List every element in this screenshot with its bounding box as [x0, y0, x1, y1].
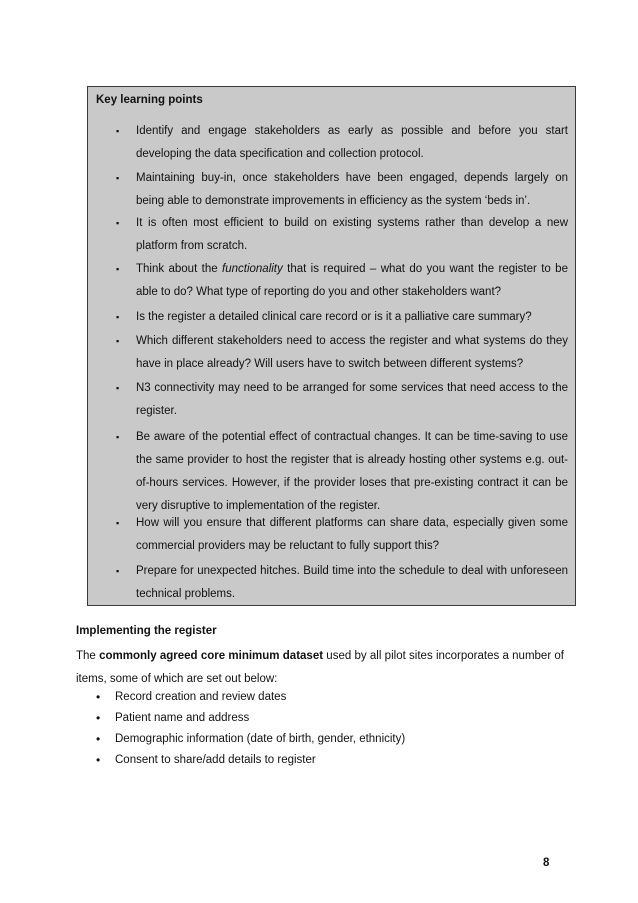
round-bullet-icon: •: [96, 753, 101, 767]
list-item: ▪ Think about the functionality that is required – what do you want the register to be able to do? What type of reporting do you and other stakeholders want?: [116, 258, 568, 304]
list-item: ▪ Maintaining buy-in, once stakeholders have been engaged, depends largely on being able to demonstrate improvements in efficiency as the system ‘beds in’.: [116, 167, 568, 213]
square-bullet-icon: ▪: [116, 126, 120, 136]
square-bullet-icon: ▪: [116, 312, 120, 322]
square-bullet-icon: ▪: [116, 383, 120, 393]
square-bullet-icon: ▪: [116, 566, 120, 576]
list-item: ▪ Prepare for unexpected hitches. Build time into the schedule to deal with unforeseen technical problems.: [116, 560, 568, 606]
square-bullet-icon: ▪: [116, 518, 120, 528]
list-item: • Patient name and address: [96, 707, 249, 729]
list-item: ▪ How will you ensure that different platforms can share data, especially given some commercial providers may be reluctant to fully support this?: [116, 512, 568, 558]
list-item: • Record creation and review dates: [96, 686, 286, 708]
list-item: ▪ Is the register a detailed clinical care record or is it a palliative care summary?: [116, 306, 568, 329]
dataset-emphasis: commonly agreed core minimum dataset: [99, 650, 324, 662]
section-title: Implementing the register: [76, 625, 217, 637]
square-bullet-icon: ▪: [116, 336, 120, 346]
round-bullet-icon: •: [96, 711, 101, 725]
page-number: 8: [543, 857, 550, 869]
key-learning-points-title: Key learning points: [96, 94, 203, 106]
emphasis-functionality: functionality: [222, 263, 283, 275]
key-learning-points-box: [87, 86, 576, 606]
list-item: ▪ It is often most efficient to build on existing systems rather than develop a new platform from scratch.: [116, 212, 568, 258]
list-item: • Consent to share/add details to register: [96, 749, 316, 771]
square-bullet-icon: ▪: [116, 218, 120, 228]
square-bullet-icon: ▪: [116, 264, 120, 274]
list-item: ▪ Identify and engage stakeholders as early as possible and before you start developing the data specification and collection protocol.: [116, 120, 568, 166]
list-item: ▪ N3 connectivity may need to be arranged for some services that need access to the register.: [116, 377, 568, 423]
round-bullet-icon: •: [96, 690, 101, 704]
list-item: • Demographic information (date of birth, gender, ethnicity): [96, 728, 405, 750]
list-item: ▪ Be aware of the potential effect of contractual changes. It can be time-saving to use the same provider to host the register that is already hosting other systems e.g. out-of-hours services. However, if the provider loses that pre-existing contract it can be very disruptive to implementation of the register.: [116, 426, 568, 518]
round-bullet-icon: •: [96, 732, 101, 746]
square-bullet-icon: ▪: [116, 432, 120, 442]
list-item: ▪ Which different stakeholders need to access the register and what systems do they have in place already? Will users have to switch between different systems?: [116, 330, 568, 376]
square-bullet-icon: ▪: [116, 173, 120, 183]
section-intro: The commonly agreed core minimum dataset used by all pilot sites incorporates a number of items, some of which are set out below:: [76, 650, 564, 685]
